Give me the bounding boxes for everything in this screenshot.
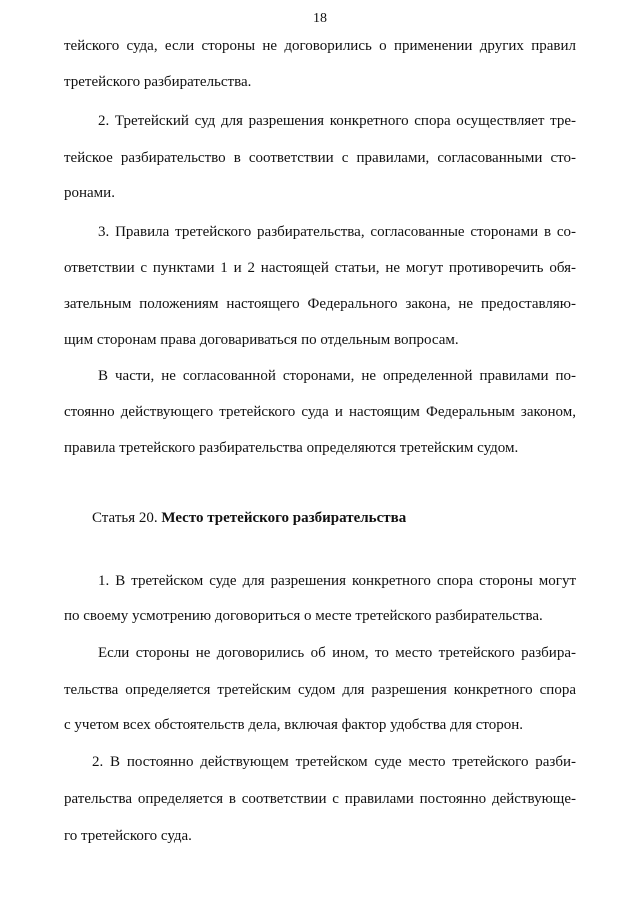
text-line: тейское разбирательство в соответствии с правилами, согласованными сто-: [64, 150, 576, 166]
article-title: Место третейского разбирательства: [161, 510, 407, 526]
text-line: тельства определяется третейским судом для разрешения конкретного спора: [64, 682, 576, 698]
text-line: го третейского суда.: [64, 828, 192, 844]
page-number: 18: [313, 11, 327, 26]
text-line: тейского суда, если стороны не договорились о применении других правил: [64, 38, 576, 54]
text-line: 3. Правила третейского разбирательства, согласованные сторонами в со-: [98, 224, 576, 240]
text-line: с учетом всех обстоятельств дела, включая фактор удобства для сторон.: [64, 717, 524, 733]
text-line: стоянно действующего третейского суда и настоящим Федеральным законом,: [64, 404, 576, 420]
text-line: правила третейского разбирательства определяются третейским судом.: [64, 440, 519, 456]
text-line: 2. В постоянно действующем третейском суде место третейского разби-: [92, 754, 576, 770]
text-line: по своему усмотрению договориться о месте третейского разбирательства.: [64, 608, 543, 624]
text-line: третейского разбирательства.: [64, 74, 252, 90]
article-heading: [92, 508, 576, 528]
text-line: рательства определяется в соответствии с правилами постоянно действующе-: [64, 791, 576, 807]
text-line: 2. Третейский суд для разрешения конкретного спора осуществляет тре-: [98, 113, 576, 129]
text-line: В части, не согласованной сторонами, не определенной правилами по-: [98, 368, 576, 384]
text-line: щим сторонам права договариваться по отдельным вопросам.: [64, 332, 459, 348]
text-line: 1. В третейском суде для разрешения конкретного спора стороны могут: [98, 573, 576, 589]
article-number: Статья 20.: [92, 510, 158, 526]
text-line: ронами.: [64, 185, 115, 201]
text-line: ответствии с пунктами 1 и 2 настоящей статьи, не могут противоречить обя-: [64, 260, 576, 276]
text-line: Если стороны не договорились об ином, то место третейского разбира-: [98, 645, 576, 661]
text-line: зательным положениям настоящего Федерального закона, не предоставляю-: [64, 296, 576, 312]
